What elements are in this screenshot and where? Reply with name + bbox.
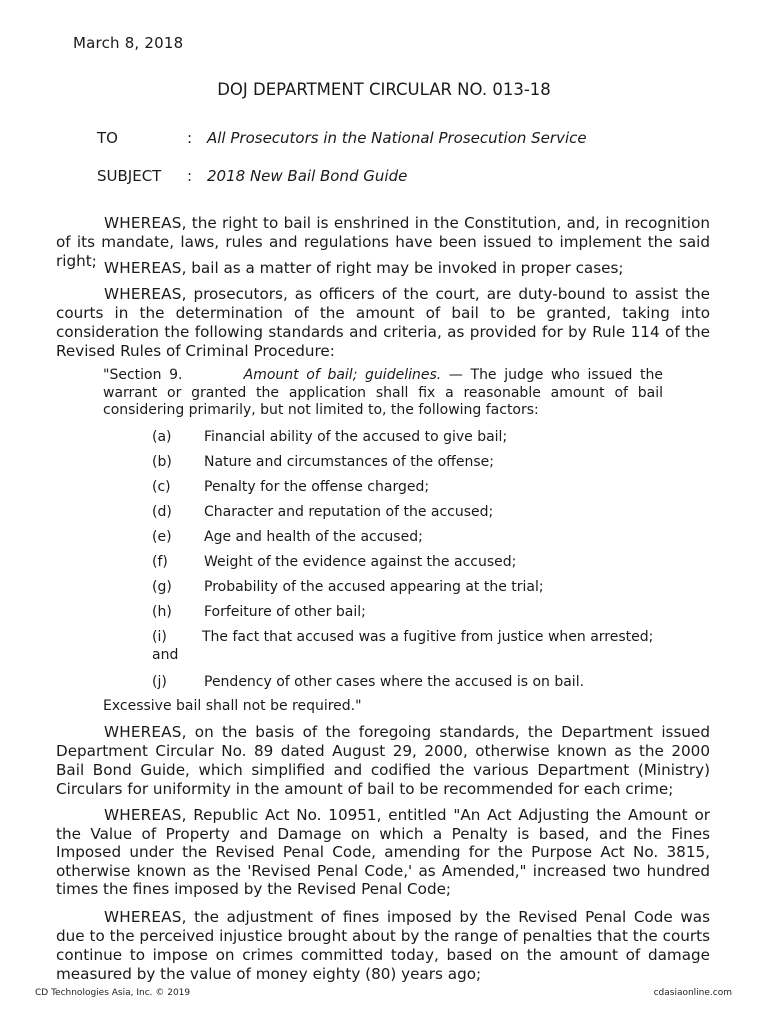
whereas-paragraph-2 — [56, 259, 710, 278]
factor-b — [152, 454, 494, 471]
footer-website: cdasiaonline.com — [653, 988, 732, 998]
subject-row — [97, 167, 407, 185]
paragraph-text: , prosecutors, as officers of the court, are duty-bound to assist the courts in the determination of the amount of bail to be granted, taking into consideration the following standards and criteria, as provided for by Rule 114 of the Revised Rules of Criminal Procedure: — [56, 285, 710, 360]
factor-g — [152, 579, 544, 596]
whereas-keyword: WHEREAS — [104, 259, 182, 277]
factor-letter: (b) — [152, 454, 172, 470]
subject-colon: : — [187, 167, 193, 185]
whereas-keyword: WHEREAS — [104, 285, 182, 303]
factor-text: Penalty for the offense charged; — [204, 479, 430, 495]
section-9-quote — [103, 367, 663, 420]
factor-letter: (c) — [152, 479, 171, 495]
factor-h — [152, 604, 366, 621]
factor-text: Pendency of other cases where the accused is on bail. — [204, 674, 585, 690]
factor-text: Probability of the accused appearing at the trial; — [204, 579, 544, 595]
paragraph-text: , the right to bail is enshrined in the Constitution, and, in recognition of its mandate, laws, rules and regulations have been issued to implement the said right; — [56, 214, 710, 270]
factor-text: Nature and circumstances of the offense; — [204, 454, 494, 470]
footer-copyright: CD Technologies Asia, Inc. © 2019 — [35, 988, 191, 998]
factor-text: Forfeiture of other bail; — [204, 604, 366, 620]
document-title: DOJ DEPARTMENT CIRCULAR NO. 013-18 — [217, 80, 551, 99]
factor-text: Financial ability of the accused to give bail; — [204, 429, 508, 445]
to-label: TO — [97, 129, 118, 147]
factor-letter: (a) — [152, 429, 172, 445]
subject-value: 2018 New Bail Bond Guide — [207, 167, 408, 185]
paragraph-text: , Republic Act No. 10951, entitled "An Act Adjusting the Amount or the Value of Property and Damage on which a Penalty is based, and the Fines Imposed under the Revised Penal Code, amending for the Purpose Act No. 3815, otherwise known as the 'Revised Penal Code,' as Amended," increased two hundred times the fines imposed by the Revised Penal Code; — [56, 806, 710, 899]
factor-f — [152, 554, 516, 571]
factor-d — [152, 504, 493, 521]
whereas-paragraph-6 — [56, 908, 710, 984]
factor-letter: (g) — [152, 579, 172, 595]
to-row — [97, 129, 587, 147]
to-value: All Prosecutors in the National Prosecution Service — [207, 129, 587, 147]
factor-text: Weight of the evidence against the accused; — [204, 554, 517, 570]
whereas-keyword: WHEREAS — [104, 214, 182, 232]
section-text: — The judge who issued the warrant or granted the application shall fix a reasonable amount of bail considering primarily, but not limited to, the following factors: — [103, 367, 663, 418]
factor-i — [152, 629, 677, 664]
factor-e — [152, 529, 423, 546]
quote-closing: Excessive bail shall not be required." — [103, 698, 362, 714]
whereas-paragraph-5 — [56, 806, 710, 899]
to-colon: : — [187, 129, 193, 147]
whereas-paragraph-4 — [56, 723, 710, 799]
paragraph-text: , the adjustment of fines imposed by the Revised Penal Code was due to the perceived injustice brought about by the range of penalties that the courts continue to impose on crimes committed today, based on the amount of damage measured by the value of money eighty (80) years ago; — [56, 908, 710, 983]
factor-letter: (d) — [152, 504, 172, 520]
factor-a — [152, 429, 507, 446]
factor-text: The fact that accused was a fugitive from justice when arrested; and — [152, 629, 654, 663]
subject-label: SUBJECT — [97, 167, 162, 185]
whereas-keyword: WHEREAS — [104, 723, 182, 741]
factor-c — [152, 479, 429, 496]
document-date: March 8, 2018 — [73, 34, 184, 52]
factor-letter: (i) — [152, 629, 167, 645]
factor-letter: (e) — [152, 529, 172, 545]
factor-letter: (f) — [152, 554, 168, 570]
factor-letter: (j) — [152, 674, 167, 690]
factor-text: Character and reputation of the accused; — [204, 504, 494, 520]
factor-j — [152, 674, 584, 691]
whereas-keyword: WHEREAS — [104, 806, 182, 824]
whereas-paragraph-3 — [56, 285, 710, 361]
factor-text: Age and health of the accused; — [204, 529, 423, 545]
whereas-keyword: WHEREAS — [104, 908, 182, 926]
paragraph-text: , on the basis of the foregoing standards, the Department issued Department Circular No. 89 dated August 29, 2000, otherwise known as the 2000 Bail Bond Guide, which simplified and codified the various Department (Ministry) Circulars for uniformity in the amount of bail to be recommended for each crime; — [56, 723, 710, 798]
paragraph-text: , bail as a matter of right may be invoked in proper cases; — [181, 259, 624, 277]
section-number: "Section 9. — [103, 367, 183, 383]
section-title: Amount of bail; guidelines. — [243, 367, 442, 383]
factor-letter: (h) — [152, 604, 172, 620]
